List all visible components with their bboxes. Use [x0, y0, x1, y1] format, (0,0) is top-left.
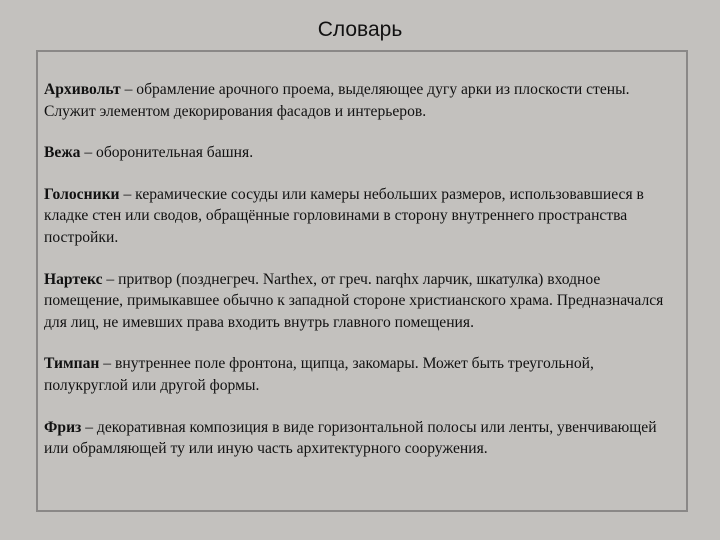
glossary-definition: – декоративная композиция в виде горизонтальной полосы или ленты, увенчивающей или обрамляющей ту или иную часть архитектурного сооружения. [44, 418, 657, 458]
glossary-entry-frieze [44, 417, 680, 460]
glossary-definition: – оборонительная башня. [80, 144, 254, 162]
glossary-box [36, 50, 688, 512]
glossary-entry-vezha [44, 142, 680, 164]
glossary-entry-tympanum [44, 353, 680, 396]
glossary-term: Тимпан [44, 355, 100, 373]
glossary-definition: – керамические сосуды или камеры небольших размеров, использовавшиеся в кладке стен или сводов, обращённые горловинами в сторону внутреннего пространства постройки. [44, 185, 644, 246]
page-title: Словарь [317, 18, 403, 41]
glossary-term: Нартекс [44, 270, 103, 288]
glossary-definition: – обрамление арочного проема, выделяющее дугу арки из плоскости стены. Служит элементом декорирования фасадов и интерьеров. [44, 81, 630, 120]
glossary-definition: – внутреннее поле фронтона, щипца, закомары. Может быть треугольной, полукруглой или другой формы. [44, 355, 594, 394]
glossary-entry-narthex [44, 269, 680, 334]
glossary-term: Архивольт [44, 81, 121, 98]
glossary-entry-golosniki [44, 184, 680, 249]
glossary-entry-archivolt [44, 79, 680, 122]
glossary-definition: – притвор (позднегреч. Narthex, от греч. narqhx ларчик, шкатулка) входное помещение, примыкавшее обычно к западной стороне христианского храма. Предназначался для лиц, не имевших права входить внутрь главного помещения. [44, 270, 664, 331]
glossary-term: Вежа [44, 144, 81, 162]
glossary-term: Фриз [44, 418, 82, 436]
glossary-term: Голосники [44, 185, 120, 203]
